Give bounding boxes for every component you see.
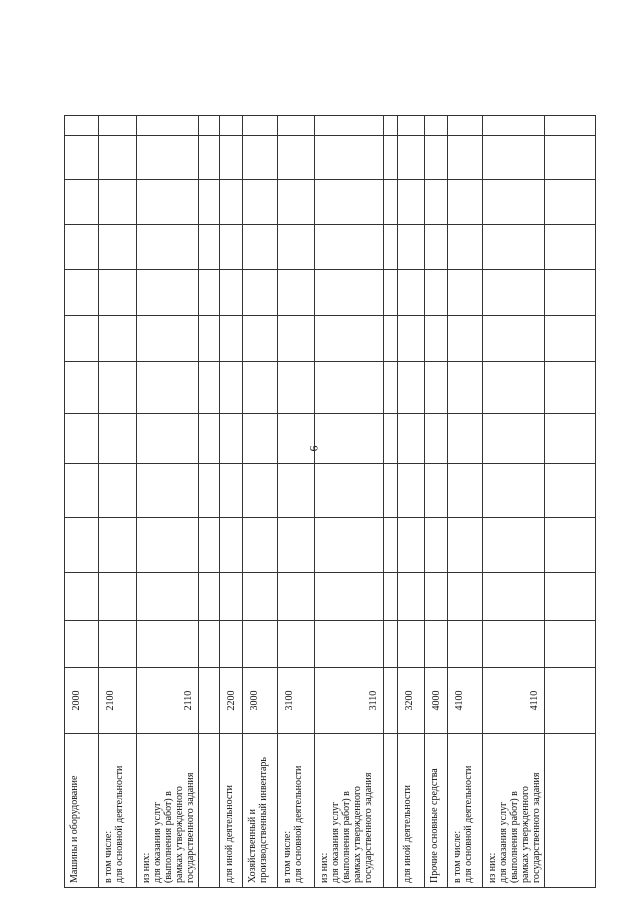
- value-cell[interactable]: [483, 464, 545, 518]
- value-cell[interactable]: [65, 270, 99, 316]
- value-cell[interactable]: [99, 225, 137, 270]
- value-cell[interactable]: [65, 573, 99, 621]
- row-label: в том числе: для основной деятельности: [448, 734, 483, 888]
- value-cell[interactable]: [483, 136, 545, 180]
- value-cell[interactable]: [137, 414, 199, 464]
- row-label: в том числе: для основной деятельности: [278, 734, 315, 888]
- value-cell[interactable]: [448, 573, 483, 621]
- value-cell[interactable]: [137, 518, 199, 573]
- value-cell[interactable]: [545, 414, 596, 464]
- value-cell[interactable]: [398, 225, 425, 270]
- row-code: 3000: [243, 668, 278, 734]
- value-cell[interactable]: [243, 180, 278, 225]
- value-cell[interactable]: [220, 414, 243, 464]
- value-cell[interactable]: [99, 573, 137, 621]
- value-cell[interactable]: [220, 518, 243, 573]
- value-cell[interactable]: [315, 414, 384, 464]
- value-cell[interactable]: [137, 573, 199, 621]
- value-cell[interactable]: [384, 225, 398, 270]
- value-cell[interactable]: [243, 136, 278, 180]
- value-cell[interactable]: [483, 362, 545, 414]
- row-code: [384, 668, 398, 734]
- value-cell[interactable]: [448, 414, 483, 464]
- value-cell[interactable]: [278, 414, 315, 464]
- row-label: для иной деятельности: [220, 734, 243, 888]
- value-cell[interactable]: [137, 316, 199, 362]
- value-cell[interactable]: [483, 621, 545, 668]
- value-cell[interactable]: [384, 573, 398, 621]
- value-cell[interactable]: [315, 573, 384, 621]
- value-cell[interactable]: [278, 316, 315, 362]
- value-cell[interactable]: [384, 464, 398, 518]
- value-cell[interactable]: [315, 316, 384, 362]
- value-cell[interactable]: [137, 621, 199, 668]
- value-cell[interactable]: [315, 225, 384, 270]
- value-cell[interactable]: [315, 136, 384, 180]
- rotated-table-wrapper: [64, 116, 591, 888]
- row-code: 3100: [278, 668, 315, 734]
- value-cell[interactable]: [278, 573, 315, 621]
- table-row: [425, 116, 448, 888]
- value-cell[interactable]: [99, 464, 137, 518]
- value-cell[interactable]: [384, 414, 398, 464]
- value-cell[interactable]: [483, 270, 545, 316]
- table-row: [65, 116, 99, 888]
- value-cell[interactable]: [137, 225, 199, 270]
- value-cell[interactable]: [220, 225, 243, 270]
- value-cell[interactable]: [278, 464, 315, 518]
- value-cell[interactable]: [99, 180, 137, 225]
- value-cell[interactable]: [199, 316, 220, 362]
- row-code: 3200: [398, 668, 425, 734]
- value-cell[interactable]: [65, 518, 99, 573]
- value-cell[interactable]: [243, 225, 278, 270]
- row-label: Хозяйственный и производственный инвентарь: [243, 734, 278, 888]
- row-label: Машины и оборудование: [65, 734, 99, 888]
- value-cell[interactable]: [99, 270, 137, 316]
- value-cell[interactable]: [448, 464, 483, 518]
- value-cell[interactable]: [220, 464, 243, 518]
- value-cell[interactable]: [99, 116, 137, 136]
- value-cell[interactable]: [398, 316, 425, 362]
- value-cell[interactable]: [199, 116, 220, 136]
- value-cell[interactable]: [199, 136, 220, 180]
- table-row: [99, 116, 137, 888]
- value-cell[interactable]: [425, 225, 448, 270]
- value-cell[interactable]: [199, 464, 220, 518]
- value-cell[interactable]: [483, 518, 545, 573]
- value-cell[interactable]: [545, 316, 596, 362]
- value-cell[interactable]: [65, 464, 99, 518]
- value-cell[interactable]: [483, 225, 545, 270]
- value-cell[interactable]: [220, 362, 243, 414]
- row-label: [199, 734, 220, 888]
- value-cell[interactable]: [137, 362, 199, 414]
- value-cell[interactable]: [65, 116, 99, 136]
- value-cell[interactable]: [278, 225, 315, 270]
- value-cell[interactable]: [220, 270, 243, 316]
- value-cell[interactable]: [448, 316, 483, 362]
- value-cell[interactable]: [398, 414, 425, 464]
- row-label: для иной деятельности: [398, 734, 425, 888]
- value-cell[interactable]: [278, 621, 315, 668]
- value-cell[interactable]: [243, 518, 278, 573]
- row-label: [545, 734, 596, 888]
- value-cell[interactable]: [278, 518, 315, 573]
- value-cell[interactable]: [545, 180, 596, 225]
- value-cell[interactable]: [137, 180, 199, 225]
- value-cell[interactable]: [425, 180, 448, 225]
- value-cell[interactable]: [220, 136, 243, 180]
- value-cell[interactable]: [545, 136, 596, 180]
- value-cell[interactable]: [483, 116, 545, 136]
- value-cell[interactable]: [545, 116, 596, 136]
- value-cell[interactable]: [99, 621, 137, 668]
- row-label: Прочие основные средства: [425, 734, 448, 888]
- table-row: [137, 116, 199, 888]
- row-code: 4110: [483, 668, 545, 734]
- value-cell[interactable]: [425, 316, 448, 362]
- value-cell[interactable]: [425, 464, 448, 518]
- value-cell[interactable]: [220, 180, 243, 225]
- value-cell[interactable]: [220, 621, 243, 668]
- value-cell[interactable]: [448, 518, 483, 573]
- value-cell[interactable]: [278, 116, 315, 136]
- value-cell[interactable]: [425, 136, 448, 180]
- value-cell[interactable]: [199, 573, 220, 621]
- value-cell[interactable]: [545, 464, 596, 518]
- table-row: [315, 116, 384, 888]
- table-row: [199, 116, 220, 888]
- value-cell[interactable]: [483, 316, 545, 362]
- value-cell[interactable]: [448, 362, 483, 414]
- value-cell[interactable]: [199, 270, 220, 316]
- value-cell[interactable]: [425, 518, 448, 573]
- table-row: [278, 116, 315, 888]
- value-cell[interactable]: [243, 414, 278, 464]
- table-row: [384, 116, 398, 888]
- row-label: из них: для оказания услуг (выполнения работ) в рамках утвержденного государственного задания: [483, 734, 545, 888]
- value-cell[interactable]: [99, 518, 137, 573]
- value-cell[interactable]: [384, 116, 398, 136]
- value-cell[interactable]: [384, 621, 398, 668]
- value-cell[interactable]: [545, 225, 596, 270]
- value-cell[interactable]: [545, 362, 596, 414]
- value-cell[interactable]: [398, 362, 425, 414]
- value-cell[interactable]: [398, 464, 425, 518]
- value-cell[interactable]: [483, 414, 545, 464]
- value-cell[interactable]: [65, 414, 99, 464]
- value-cell[interactable]: [199, 518, 220, 573]
- value-cell[interactable]: [545, 621, 596, 668]
- value-cell[interactable]: [315, 464, 384, 518]
- table-row: [545, 116, 596, 888]
- value-cell[interactable]: [278, 362, 315, 414]
- value-cell[interactable]: [65, 362, 99, 414]
- table-row: [448, 116, 483, 888]
- fixed-assets-table: [64, 115, 596, 888]
- row-label: из них: для оказания услуг (выполнения работ) в рамках утвержденного государственного задания: [137, 734, 199, 888]
- value-cell[interactable]: [315, 621, 384, 668]
- table-body: [65, 116, 596, 888]
- page-number: 6: [306, 445, 321, 452]
- value-cell[interactable]: [425, 116, 448, 136]
- value-cell[interactable]: [545, 573, 596, 621]
- value-cell[interactable]: [398, 573, 425, 621]
- row-code: 4100: [448, 668, 483, 734]
- value-cell[interactable]: [483, 180, 545, 225]
- value-cell[interactable]: [243, 621, 278, 668]
- value-cell[interactable]: [398, 136, 425, 180]
- row-code: 4000: [425, 668, 448, 734]
- value-cell[interactable]: [278, 270, 315, 316]
- value-cell[interactable]: [199, 225, 220, 270]
- value-cell[interactable]: [243, 270, 278, 316]
- value-cell[interactable]: [384, 518, 398, 573]
- value-cell[interactable]: [137, 270, 199, 316]
- value-cell[interactable]: [425, 573, 448, 621]
- value-cell[interactable]: [137, 464, 199, 518]
- value-cell[interactable]: [448, 136, 483, 180]
- value-cell[interactable]: [448, 270, 483, 316]
- value-cell[interactable]: [448, 180, 483, 225]
- value-cell[interactable]: [545, 518, 596, 573]
- value-cell[interactable]: [425, 362, 448, 414]
- row-code: 2200: [220, 668, 243, 734]
- value-cell[interactable]: [65, 225, 99, 270]
- value-cell[interactable]: [384, 270, 398, 316]
- value-cell[interactable]: [243, 362, 278, 414]
- value-cell[interactable]: [398, 270, 425, 316]
- table-row: [483, 116, 545, 888]
- value-cell[interactable]: [99, 414, 137, 464]
- value-cell[interactable]: [220, 573, 243, 621]
- row-code: [545, 668, 596, 734]
- value-cell[interactable]: [398, 621, 425, 668]
- value-cell[interactable]: [199, 362, 220, 414]
- value-cell[interactable]: [398, 180, 425, 225]
- value-cell[interactable]: [425, 414, 448, 464]
- value-cell[interactable]: [65, 316, 99, 362]
- value-cell[interactable]: [243, 573, 278, 621]
- value-cell[interactable]: [384, 180, 398, 225]
- value-cell[interactable]: [65, 136, 99, 180]
- row-code: 2110: [137, 668, 199, 734]
- value-cell[interactable]: [448, 225, 483, 270]
- row-label: из них: для оказания услуг (выполнения работ) в рамках утвержденного государственного задания: [315, 734, 384, 888]
- value-cell[interactable]: [220, 116, 243, 136]
- value-cell[interactable]: [545, 270, 596, 316]
- row-code: 2000: [65, 668, 99, 734]
- value-cell[interactable]: [398, 518, 425, 573]
- value-cell[interactable]: [398, 116, 425, 136]
- value-cell[interactable]: [425, 270, 448, 316]
- value-cell[interactable]: [384, 362, 398, 414]
- value-cell[interactable]: [99, 316, 137, 362]
- value-cell[interactable]: [315, 180, 384, 225]
- row-label: в том числе: для основной деятельности: [99, 734, 137, 888]
- value-cell[interactable]: [315, 116, 384, 136]
- value-cell[interactable]: [99, 362, 137, 414]
- value-cell[interactable]: [483, 573, 545, 621]
- table-row: [220, 116, 243, 888]
- row-code: 2100: [99, 668, 137, 734]
- value-cell[interactable]: [315, 270, 384, 316]
- value-cell[interactable]: [448, 116, 483, 136]
- value-cell[interactable]: [199, 180, 220, 225]
- value-cell[interactable]: [220, 316, 243, 362]
- value-cell[interactable]: [137, 116, 199, 136]
- value-cell[interactable]: [65, 180, 99, 225]
- table-row: [398, 116, 425, 888]
- row-code: 3110: [315, 668, 384, 734]
- value-cell[interactable]: [137, 136, 199, 180]
- value-cell[interactable]: [243, 464, 278, 518]
- value-cell[interactable]: [448, 621, 483, 668]
- value-cell[interactable]: [384, 136, 398, 180]
- value-cell[interactable]: [65, 621, 99, 668]
- value-cell[interactable]: [425, 621, 448, 668]
- value-cell[interactable]: [315, 518, 384, 573]
- value-cell[interactable]: [199, 621, 220, 668]
- value-cell[interactable]: [315, 362, 384, 414]
- value-cell[interactable]: [278, 180, 315, 225]
- value-cell[interactable]: [199, 414, 220, 464]
- value-cell[interactable]: [243, 116, 278, 136]
- row-code: [199, 668, 220, 734]
- value-cell[interactable]: [99, 136, 137, 180]
- row-label: [384, 734, 398, 888]
- value-cell[interactable]: [243, 316, 278, 362]
- value-cell[interactable]: [278, 136, 315, 180]
- value-cell[interactable]: [384, 316, 398, 362]
- table-row: [243, 116, 278, 888]
